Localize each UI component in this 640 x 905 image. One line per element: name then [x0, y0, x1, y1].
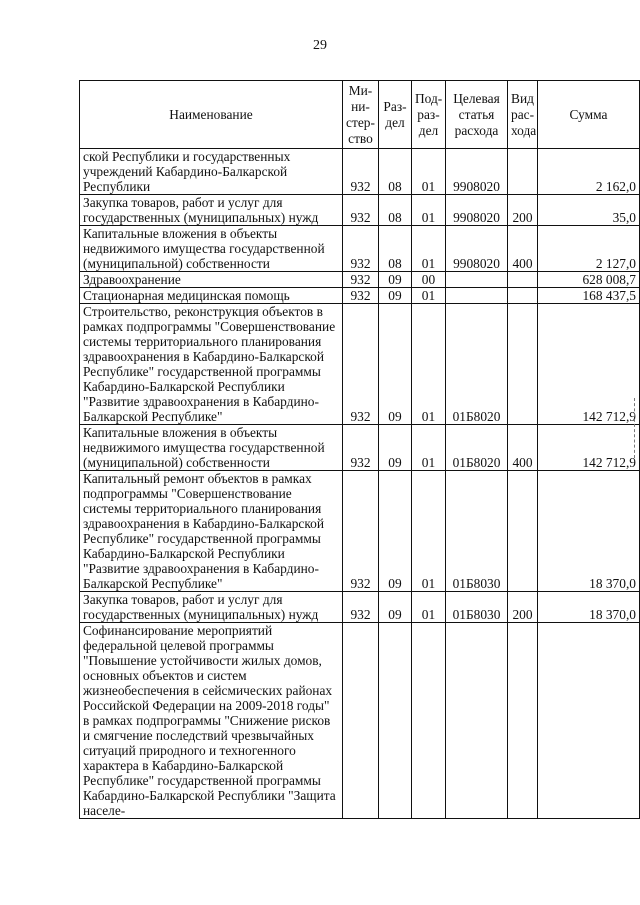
row-section [379, 623, 412, 819]
row-section: 08 [379, 149, 412, 195]
row-ministry: 932 [343, 226, 379, 272]
row-subsection: 01 [412, 288, 446, 304]
row-expense-type [508, 471, 538, 592]
row-amount: 168 437,5 [538, 288, 640, 304]
row-name: Капитальный ремонт объектов в рамках подпрограммы "Совершенствование системы территориального планирования здравоохранения в Кабардино-Балкарской Республике" государственной программы Кабардино-Балкарской Республики "Развитие здравоохранения в Кабардино-Балкарской Республике" [80, 471, 343, 592]
row-target-item: 9908020 [446, 226, 508, 272]
row-amount: 2 127,0 [538, 226, 640, 272]
table-row [80, 195, 640, 226]
row-name: Закупка товаров, работ и услуг для государственных (муниципальных) нужд [80, 195, 343, 226]
table-header-row [80, 81, 640, 149]
row-name: Софинансирование мероприятий федеральной целевой программы "Повышение устойчивости жилых домов, основных объектов и систем жизнеобеспечения в сейсмических районах Российской Федерации на 2009-2018 годы" в рамках подпрограммы "Снижение рисков и смягчение последствий чрезвычайных ситуаций природного и техногенного характера в Кабардино-Балкарской Республике" государственной программы Кабардино-Балкарской Республики "Защита населе- [80, 623, 343, 819]
row-section: 08 [379, 195, 412, 226]
row-section: 09 [379, 304, 412, 425]
column-header-amount: Сумма [538, 81, 640, 149]
row-name: Закупка товаров, работ и услуг для государственных (муниципальных) нужд [80, 592, 343, 623]
row-expense-type: 200 [508, 592, 538, 623]
row-expense-type [508, 288, 538, 304]
table-row [80, 623, 640, 819]
margin-scan-mark [634, 398, 638, 458]
row-section: 09 [379, 425, 412, 471]
row-expense-type: 400 [508, 425, 538, 471]
table-row [80, 288, 640, 304]
column-header-name: Наименование [80, 81, 343, 149]
row-target-item: 01Б8030 [446, 592, 508, 623]
row-name: Капитальные вложения в объекты недвижимого имущества государственной (муниципальной) собственности [80, 226, 343, 272]
budget-table [79, 80, 640, 819]
row-section: 09 [379, 288, 412, 304]
table-row [80, 592, 640, 623]
row-ministry: 932 [343, 195, 379, 226]
row-section: 09 [379, 471, 412, 592]
row-name: Капитальные вложения в объекты недвижимого имущества государственной (муниципальной) собственности [80, 425, 343, 471]
row-expense-type: 400 [508, 226, 538, 272]
column-header-section: Раз- дел [379, 81, 412, 149]
row-subsection: 01 [412, 304, 446, 425]
row-section: 09 [379, 272, 412, 288]
row-name: ской Республики и государственных учреждений Кабардино-Балкарской Республики [80, 149, 343, 195]
row-expense-type [508, 272, 538, 288]
row-subsection: 01 [412, 592, 446, 623]
row-target-item: 01Б8020 [446, 425, 508, 471]
column-header-subsection: Под- раз- дел [412, 81, 446, 149]
row-target-item [446, 288, 508, 304]
row-ministry: 932 [343, 425, 379, 471]
table-row [80, 149, 640, 195]
row-amount: 142 712,9 [538, 425, 640, 471]
row-target-item: 9908020 [446, 149, 508, 195]
row-ministry: 932 [343, 592, 379, 623]
row-name: Стационарная медицинская помощь [80, 288, 343, 304]
row-subsection: 01 [412, 471, 446, 592]
row-ministry: 932 [343, 304, 379, 425]
row-amount: 18 370,0 [538, 592, 640, 623]
row-subsection: 01 [412, 149, 446, 195]
column-header-ministry: Ми- ни- стер- ство [343, 81, 379, 149]
row-expense-type: 200 [508, 195, 538, 226]
row-amount: 2 162,0 [538, 149, 640, 195]
page-number: 29 [313, 38, 327, 53]
table-row [80, 471, 640, 592]
row-amount [538, 623, 640, 819]
row-expense-type [508, 304, 538, 425]
row-target-item [446, 623, 508, 819]
row-subsection: 01 [412, 425, 446, 471]
row-ministry: 932 [343, 471, 379, 592]
row-amount: 18 370,0 [538, 471, 640, 592]
row-amount: 142 712,9 [538, 304, 640, 425]
row-expense-type [508, 623, 538, 819]
row-amount: 35,0 [538, 195, 640, 226]
row-ministry: 932 [343, 149, 379, 195]
row-subsection [412, 623, 446, 819]
row-ministry: 932 [343, 288, 379, 304]
row-target-item: 01Б8030 [446, 471, 508, 592]
row-section: 09 [379, 592, 412, 623]
row-name: Здравоохранение [80, 272, 343, 288]
row-target-item: 01Б8020 [446, 304, 508, 425]
table-row [80, 304, 640, 425]
row-ministry [343, 623, 379, 819]
row-expense-type [508, 149, 538, 195]
row-amount: 628 008,7 [538, 272, 640, 288]
row-subsection: 01 [412, 226, 446, 272]
row-target-item: 9908020 [446, 195, 508, 226]
row-target-item [446, 272, 508, 288]
row-subsection: 01 [412, 195, 446, 226]
column-header-target-item: Целевая статья расхода [446, 81, 508, 149]
row-subsection: 00 [412, 272, 446, 288]
row-ministry: 932 [343, 272, 379, 288]
table-row [80, 226, 640, 272]
row-name: Строительство, реконструкция объектов в рамках подпрограммы "Совершенствование системы территориального планирования здравоохранения в Кабардино-Балкарской Республике" государственной программы Кабардино-Балкарской Республики "Развитие здравоохранения в Кабардино-Балкарской Республике" [80, 304, 343, 425]
table-row [80, 272, 640, 288]
table-row [80, 425, 640, 471]
column-header-expense-type: Вид рас- хода [508, 81, 538, 149]
row-section: 08 [379, 226, 412, 272]
